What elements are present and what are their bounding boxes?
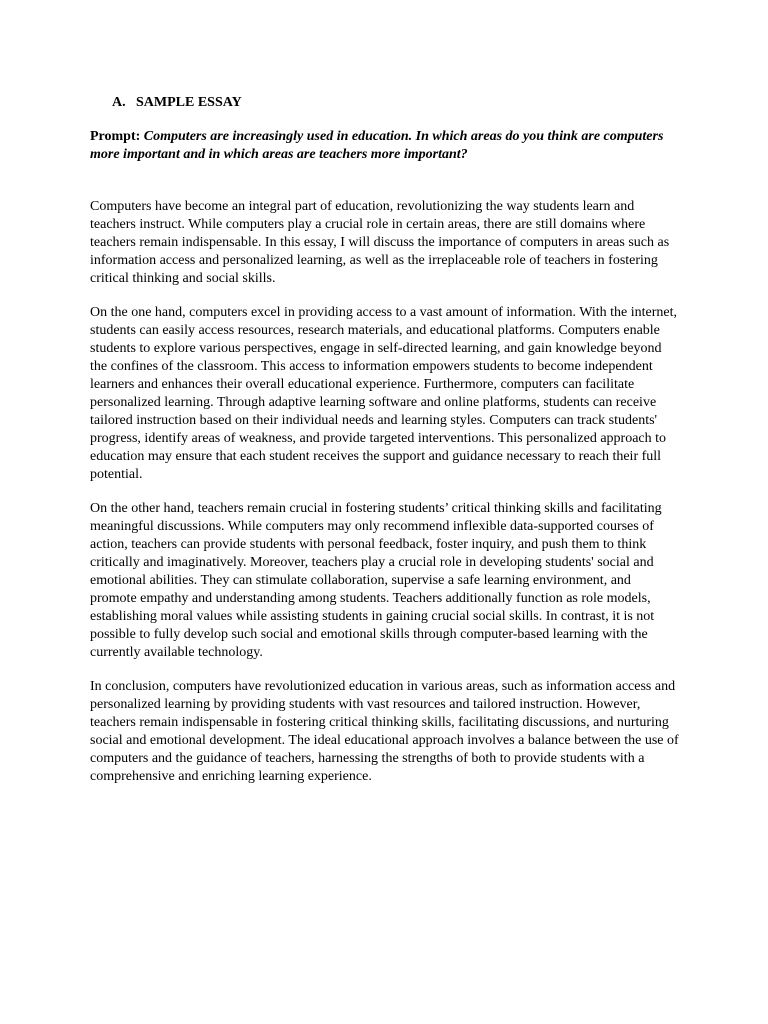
essay-paragraph-teachers: On the other hand, teachers remain crucial in fostering students’ critical thinking skills and facilitating meaningful discussions. While computers may only recommend inflexible data-supported courses of action, teachers can provide students with personal feedback, foster inquiry, and push them to think critically and imaginatively. Moreover, teachers play a crucial role in developing students' social and emotional abilities. They can stimulate collaboration, supervise a safe learning environment, and promote empathy and understanding among students. Teachers additionally function as role models, establishing moral values while assisting students in gaining crucial social skills. In contrast, it is not possible to fully develop such social and emotional skills through computer-based learning with the currently available technology. [90, 501, 662, 660]
essay-prompt [90, 128, 680, 164]
essay-paragraph-computers: On the one hand, computers excel in providing access to a vast amount of information. With the internet, students can easily access resources, research materials, and educational platforms. Computers enable students to explore various perspectives, engage in self-directed learning, and gain knowledge beyond the confines of the classroom. This access to information empowers students to become independent learners and enhances their overall educational experience. Furthermore, computers can facilitate personalized learning. Through adaptive learning software and online platforms, students can receive tailored instruction based on their individual needs and learning styles. Computers can track students' progress, identify areas of weakness, and provide targeted interventions. This personalized approach to education may ensure that each student receives the support and guidance necessary to reach their full potential. [90, 305, 678, 482]
prompt-text: Computers are increasingly used in education. In which areas do you think are computers more important and in which areas are teachers more important? [90, 129, 664, 162]
prompt-label: Prompt: [90, 129, 141, 144]
document-page [90, 94, 680, 802]
section-number: A. [112, 95, 126, 110]
section-title: SAMPLE ESSAY [136, 95, 242, 110]
essay-paragraph-conclusion: In conclusion, computers have revolutionized education in various areas, such as information access and personalized learning by providing students with vast resources and tailored instruction. However, teachers remain indispensable in fostering critical thinking skills, facilitating discussions, and nurturing social and emotional development. The ideal educational approach involves a balance between the use of computers and the guidance of teachers, harnessing the strengths of both to provide students with a comprehensive and enriching learning experience. [90, 679, 679, 784]
essay-paragraph-intro: Computers have become an integral part of education, revolutionizing the way students learn and teachers instruct. While computers play a crucial role in certain areas, there are still domains where teachers remain indispensable. In this essay, I will discuss the importance of computers in areas such as information access and personalized learning, as well as the irreplaceable role of teachers in fostering critical thinking and social skills. [90, 199, 670, 286]
essay-body [90, 198, 680, 786]
section-heading [112, 94, 680, 112]
